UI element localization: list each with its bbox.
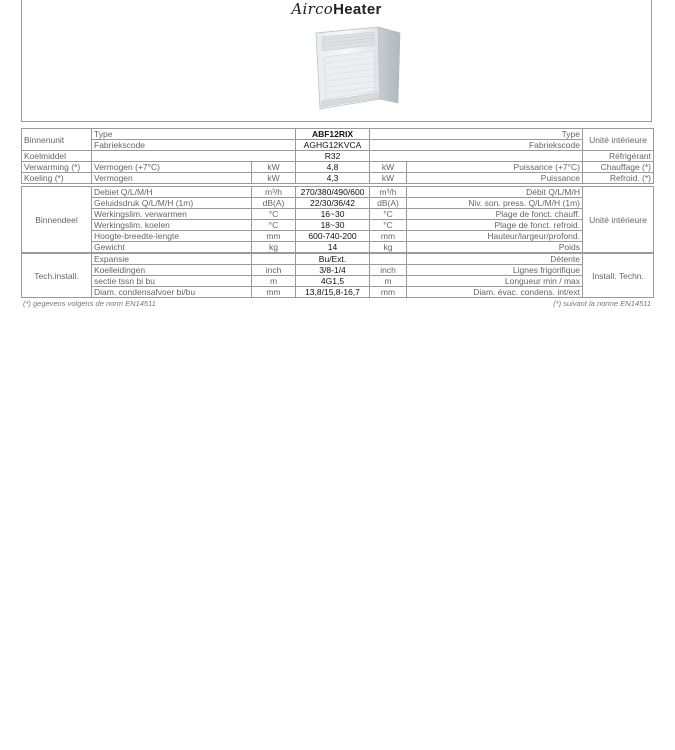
unite-interieure-group-label: Unité intérieure xyxy=(583,187,654,253)
unit-nl: inch xyxy=(252,265,296,276)
unit-fr: mm xyxy=(370,231,407,242)
unit-fr: m³/h xyxy=(370,187,407,198)
unit-fr: °C xyxy=(370,220,407,231)
row-label-nl: Expansie xyxy=(92,254,252,265)
unit-fr: kW xyxy=(370,162,407,173)
footnote-fr: (*) suivant la norme EN14511 xyxy=(553,299,651,308)
row-label-fr: Longueur min / max xyxy=(407,276,583,287)
floor-console-unit-image xyxy=(308,25,404,115)
table-row xyxy=(22,129,654,140)
empty-cell xyxy=(92,151,296,162)
koelmiddel-label: Koelmiddel xyxy=(22,151,92,162)
table-row xyxy=(22,287,654,298)
row-label-fr: Débit Q/L/M/H xyxy=(407,187,583,198)
unit-nl: mm xyxy=(252,231,296,242)
table-row xyxy=(22,140,654,151)
unit-nl: kW xyxy=(252,173,296,184)
factory-code-value: AGHG12KVCA xyxy=(296,140,370,151)
row-label-nl: Werkingslim. koelen xyxy=(92,220,252,231)
row-label-nl: Debiet Q/L/M/H xyxy=(92,187,252,198)
table-row xyxy=(22,220,654,231)
unit-nl: mm xyxy=(252,287,296,298)
chauffage-label: Chauffage (*) xyxy=(583,162,654,173)
unit-nl: kW xyxy=(252,162,296,173)
table-row xyxy=(22,242,654,253)
table-row xyxy=(22,265,654,276)
table-row xyxy=(22,254,654,265)
unit-fr: mm xyxy=(370,287,407,298)
row-label-fr: Niv. son. press. Q/L/M/H (1m) xyxy=(407,198,583,209)
unit-fr: m xyxy=(370,276,407,287)
heating-capacity-label-nl: Vermogen (+7°C) xyxy=(92,162,252,173)
unit-fr xyxy=(370,254,407,265)
unit-fr: kW xyxy=(370,173,407,184)
spec-table-installation xyxy=(21,253,654,298)
fabriekscode-label-fr: Fabriekscode xyxy=(370,140,583,151)
binnendeel-group-label: Binnendeel xyxy=(22,187,92,253)
row-label-fr: Lignes frigorifique xyxy=(407,265,583,276)
cooling-capacity-label-fr: Puissance xyxy=(407,173,583,184)
spec-table-indoor-unit xyxy=(21,186,654,253)
table-row xyxy=(22,276,654,287)
row-value: 14 xyxy=(296,242,370,253)
unit-fr: dB(A) xyxy=(370,198,407,209)
empty-cell xyxy=(370,151,583,162)
unit-nl: kg xyxy=(252,242,296,253)
row-value: 600-740-200 xyxy=(296,231,370,242)
row-value: 22/30/36/42 xyxy=(296,198,370,209)
unit-nl: °C xyxy=(252,209,296,220)
row-value: 16~30 xyxy=(296,209,370,220)
row-label-fr: Diam. évac. condens. int/ext xyxy=(407,287,583,298)
unit-nl xyxy=(252,254,296,265)
unit-fr: inch xyxy=(370,265,407,276)
unit-nl: m³/h xyxy=(252,187,296,198)
row-label-fr: Poids xyxy=(407,242,583,253)
verwarming-label: Verwarming (*) xyxy=(22,162,92,173)
spec-table-general xyxy=(21,128,654,184)
row-label-nl: Werkingslim. verwarmen xyxy=(92,209,252,220)
row-label-nl: Hoogte-breedte-lengte xyxy=(92,231,252,242)
row-label-nl: sectie tssn bi bu xyxy=(92,276,252,287)
footnote-nl: (*) gegevens volgens de norm EN14511 xyxy=(23,299,156,308)
unit-nl: m xyxy=(252,276,296,287)
koeling-label: Koeling (*) xyxy=(22,173,92,184)
row-label-nl: Diam. condensafvoer bi/bu xyxy=(92,287,252,298)
model-value: ABF12RIX xyxy=(296,129,370,140)
refroid-label: Refroid. (*) xyxy=(583,173,654,184)
heating-capacity-label-fr: Puissance (+7°C) xyxy=(407,162,583,173)
row-value: 13,8/15,8-16,7 xyxy=(296,287,370,298)
table-row xyxy=(22,198,654,209)
binnenunit-label: Binnenunit xyxy=(22,129,92,151)
unit-nl: dB(A) xyxy=(252,198,296,209)
row-label-nl: Koelleidingen xyxy=(92,265,252,276)
row-value: Bu/Ext. xyxy=(296,254,370,265)
unit-fr: °C xyxy=(370,209,407,220)
table-row xyxy=(22,173,654,184)
row-label-nl: Gewicht xyxy=(92,242,252,253)
row-label-fr: Plage de fonct. chauff. xyxy=(407,209,583,220)
brand-logo xyxy=(22,0,651,18)
unit-fr: kg xyxy=(370,242,407,253)
table-row xyxy=(22,162,654,173)
refrigerant-label-fr: Réfrigérant xyxy=(583,151,654,162)
refrigerant-value: R32 xyxy=(296,151,370,162)
table-row xyxy=(22,209,654,220)
type-label-nl: Type xyxy=(92,129,296,140)
product-header xyxy=(21,0,652,122)
unit-nl: °C xyxy=(252,220,296,231)
row-label-fr: Hauteur/largeur/profond. xyxy=(407,231,583,242)
tech-install-group-label: Tech.install. xyxy=(22,254,92,298)
logo-airco-text: Airco xyxy=(291,0,334,18)
unite-interieure-label: Unité intérieure xyxy=(583,129,654,151)
row-label-fr: Plage de fonct. refroid. xyxy=(407,220,583,231)
row-label-nl: Geluidsdruk Q/L/M/H (1m) xyxy=(92,198,252,209)
row-value: 18~30 xyxy=(296,220,370,231)
logo-heater-text: Heater xyxy=(333,1,382,18)
install-techn-group-label: Install. Techn. xyxy=(583,254,654,298)
heating-capacity-value: 4,8 xyxy=(296,162,370,173)
table-row xyxy=(22,231,654,242)
cooling-capacity-value: 4,3 xyxy=(296,173,370,184)
row-value: 4G1,5 xyxy=(296,276,370,287)
cooling-capacity-label-nl: Vermogen xyxy=(92,173,252,184)
fabriekscode-label-nl: Fabriekscode xyxy=(92,140,296,151)
type-label-fr: Type xyxy=(370,129,583,140)
row-value: 3/8-1/4 xyxy=(296,265,370,276)
table-row xyxy=(22,151,654,162)
row-label-fr: Détente xyxy=(407,254,583,265)
table-row xyxy=(22,187,654,198)
row-value: 270/380/490/600 xyxy=(296,187,370,198)
